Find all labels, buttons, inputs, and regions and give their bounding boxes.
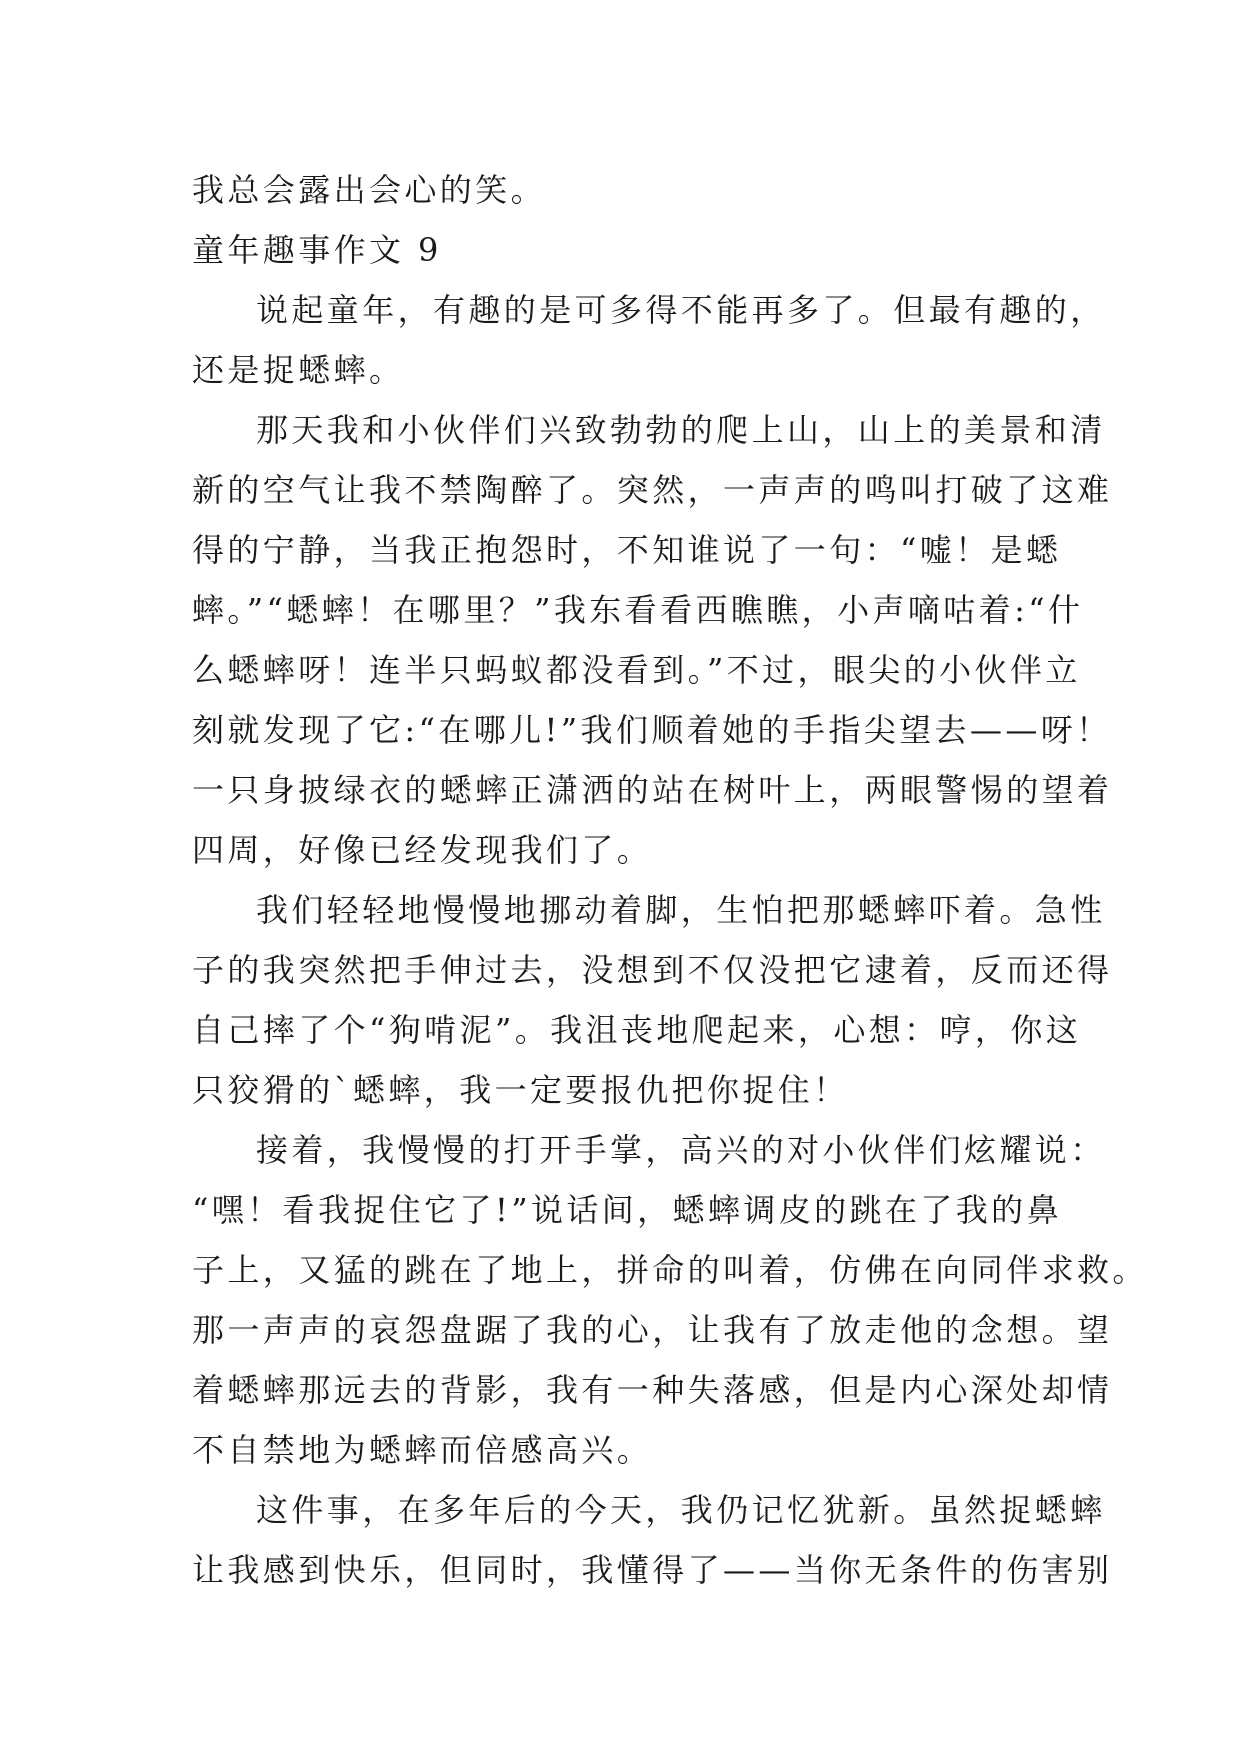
document-page xyxy=(192,160,1148,1600)
text-line: 子的我突然把手伸过去，没想到不仅没把它逮着，反而还得 xyxy=(192,951,1113,989)
text-line: 蟀。”“蟋蟀！在哪里？”我东看看西瞧瞧，小声嘀咕着:“什 xyxy=(192,591,1084,629)
text-line: 还是捉蟋蟀。 xyxy=(192,351,405,389)
text-line: 我总会露出会心的笑。 xyxy=(192,171,547,209)
text-line: 四周，好像已经发现我们了。 xyxy=(192,831,653,869)
text-line: 得的宁静，当我正抱怨时，不知谁说了一句：“嘘！是蟋 xyxy=(192,531,1062,569)
text-line: 这件事，在多年后的今天，我仍记忆犹新。虽然捉蟋蟀 xyxy=(256,1491,1106,1529)
text-line: 那一声声的哀怨盘踞了我的心，让我有了放走他的念想。望 xyxy=(192,1311,1113,1349)
text-line: 着蟋蟀那远去的背影，我有一种失落感，但是内心深处却情 xyxy=(192,1371,1113,1409)
text-line: 一只身披绿衣的蟋蟀正潇洒的站在树叶上，两眼警惕的望着 xyxy=(192,771,1113,809)
text-line: “嘿！看我捉住它了!”说话间，蟋蟀调皮的跳在了我的鼻 xyxy=(192,1191,1062,1229)
text-line: 不自禁地为蟋蟀而倍感高兴。 xyxy=(192,1431,653,1469)
text-line: 刻就发现了它:“在哪儿!”我们顺着她的手指尖望去——呀！ xyxy=(192,711,1112,749)
section-heading: 童年趣事作文 9 xyxy=(192,231,442,269)
text-line: 我们轻轻地慢慢地挪动着脚，生怕把那蟋蟀吓着。急性 xyxy=(256,891,1106,929)
text-line: 只狡猾的`蟋蟀，我一定要报仇把你捉住！ xyxy=(192,1071,849,1109)
text-line: 新的空气让我不禁陶醉了。突然，一声声的鸣叫打破了这难 xyxy=(192,471,1113,509)
text-line: 自己摔了个“狗啃泥”。我沮丧地爬起来，心想：哼，你这 xyxy=(192,1011,1082,1049)
text-line: 接着，我慢慢的打开手掌，高兴的对小伙伴们炫耀说： xyxy=(256,1131,1106,1169)
text-line: 那天我和小伙伴们兴致勃勃的爬上山，山上的美景和清 xyxy=(256,411,1106,449)
text-line: 说起童年，有趣的是可多得不能再多了。但最有趣的， xyxy=(256,291,1106,329)
text-line: 么蟋蟀呀！连半只蚂蚁都没看到。”不过，眼尖的小伙伴立 xyxy=(192,651,1081,689)
text-line: 让我感到快乐，但同时，我懂得了——当你无条件的伤害别 xyxy=(192,1551,1113,1589)
text-line: 子上，又猛的跳在了地上，拼命的叫着，仿佛在向同伴求救。 xyxy=(192,1251,1148,1289)
